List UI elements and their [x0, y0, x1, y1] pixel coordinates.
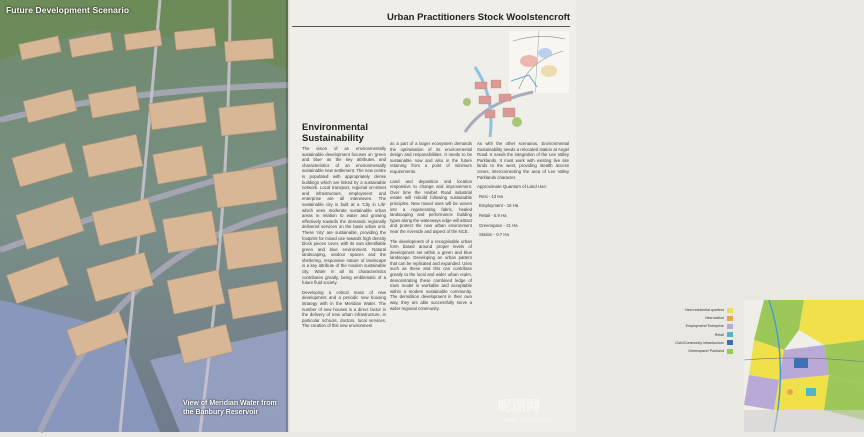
- legend-item: [643, 322, 733, 330]
- land-use-plan: [744, 300, 864, 432]
- paragraph: Land and deposition and location responsive to change and improvement. Over time the Harbet Road industrial estate will rebuild following sustainable principles. New mixed uses will be woven into a regenerating fabric, healed landscaping and performance building types along the waterways edge will attract and protect the new urban environment near the riverside and aspect of the NCE.: [390, 178, 472, 234]
- legend-item: [643, 314, 733, 322]
- quantum-item: Greenspace - 21 Ha: [479, 222, 518, 228]
- quantum-item: Employment - 16 Ha: [479, 203, 519, 209]
- paragraph: As with the other scenarios, Environmental Sustainability needs a relocated station at Angel Road. It needs the integration of the Lee Valley Parklands. It must work with existing live site lands to the west, providing stealth access zones, interconnecting the area of Lee Valley Parklands character.: [477, 141, 569, 180]
- masterplan-sketch: [455, 62, 535, 137]
- legend-swatch: [727, 340, 733, 345]
- image-caption: [183, 399, 283, 417]
- legend-item: [643, 306, 733, 314]
- section-heading-line-1: Environmental: [302, 122, 368, 133]
- left-page: [0, 0, 288, 432]
- legend-label: Employment/ Enterprise: [685, 324, 724, 329]
- left-page-title: Future Development Scenario: [6, 5, 130, 15]
- legend-swatch: [727, 324, 733, 329]
- caption-line-2: the Banbury Reservoir: [183, 409, 259, 416]
- legend-label: Civic/Community infrastructure: [675, 340, 724, 345]
- paragraph: Developing a critical mass of new development and a periodic new housing strategy with in the Meridian Water. The number of new houses is a direct factor in the delivery of new urban infrastructure, in particular schools, doctors, local services. The creation of this new environment: [302, 289, 386, 329]
- legend-item: [643, 347, 733, 355]
- section-heading-line-2: Sustainability: [302, 133, 364, 144]
- legend-label: Retail: [714, 332, 724, 337]
- paragraph: The vision of an environmentally sustainable development focuses on 'green and blue' as the key attributes and characteristics of an environmentally sustainable new settlement. The new centre is populated with appropriately dense buildings which are linked by a sustainable network. Local transport, regional on-street and infrastructure, employment and enterprise are all interwoven. The sustainable city is built at a 'City in Life' which sees moderate sustainable urban areas in relation to water and growing effectively towards the demands regionally delivered services on the basis urban unit. These 'city' are sustainable, providing the footprint for mixed use towards high density block pieces cover, with its own identifiable green and blue environment. Natural landscaping, outdoor spaces and the sheltering, responsive nature of landscape is a key attribute of the modern sustainable city. Water in all its characteristics contributes greatly, being emblematic of a future fluid society.: [302, 146, 386, 286]
- title-rule: [292, 26, 570, 27]
- legend-swatch: [727, 308, 733, 313]
- text-column-2: [390, 141, 472, 315]
- legend-label: New station: [705, 316, 724, 321]
- legend-label: Greenspace/ Parkland: [688, 349, 724, 354]
- quantum-item: Resi - 13 Ha: [479, 193, 503, 199]
- page-gutter: [286, 0, 290, 432]
- quantum-item: Station - 0.7 Ha: [479, 232, 509, 238]
- right-page-title: Urban Practitioners Stock Woolstencroft: [387, 12, 570, 23]
- legend-item: [643, 331, 733, 339]
- paragraph: The development of a recognisable urban form based around proper levels of development set within a green and blue landscape. Developing an urban pattern that can be replicated and expanded. Uses such as these and this can contribute greatly to the local and wider urban realm, demonstrating these combined ledge of town model is workable and acceptable within a modern sustainable community. The demolition development in their own way, they are able successfully serve a wider regional community.: [390, 238, 472, 311]
- right-page: [288, 0, 724, 432]
- aerial-render: [0, 0, 288, 432]
- legend-swatch: [727, 332, 733, 337]
- text-column-1: [302, 146, 386, 333]
- plan-legend: [643, 306, 733, 355]
- legend-swatch: [727, 316, 733, 321]
- watermark-text: 昵图网: [498, 398, 540, 414]
- watermark-url: www.nipic.com: [505, 417, 552, 424]
- quantum-heading: Approximate Quantum of Land Use:: [477, 184, 548, 190]
- legend-swatch: [727, 349, 733, 354]
- quantum-item: Retail - 5.9 Ha: [479, 212, 507, 218]
- legend-label: New residential quarters: [685, 308, 724, 313]
- caption-line-1: View of Meridian Water from: [183, 400, 277, 407]
- legend-item: [643, 339, 733, 347]
- text-column-3: [477, 141, 569, 242]
- paragraph: as a part of a larger ecosystem demands the optimisation of its environmental design and responsibilities. It needs to be sustainable now and also in the future retaining from a point of minimum requirements.: [390, 141, 472, 174]
